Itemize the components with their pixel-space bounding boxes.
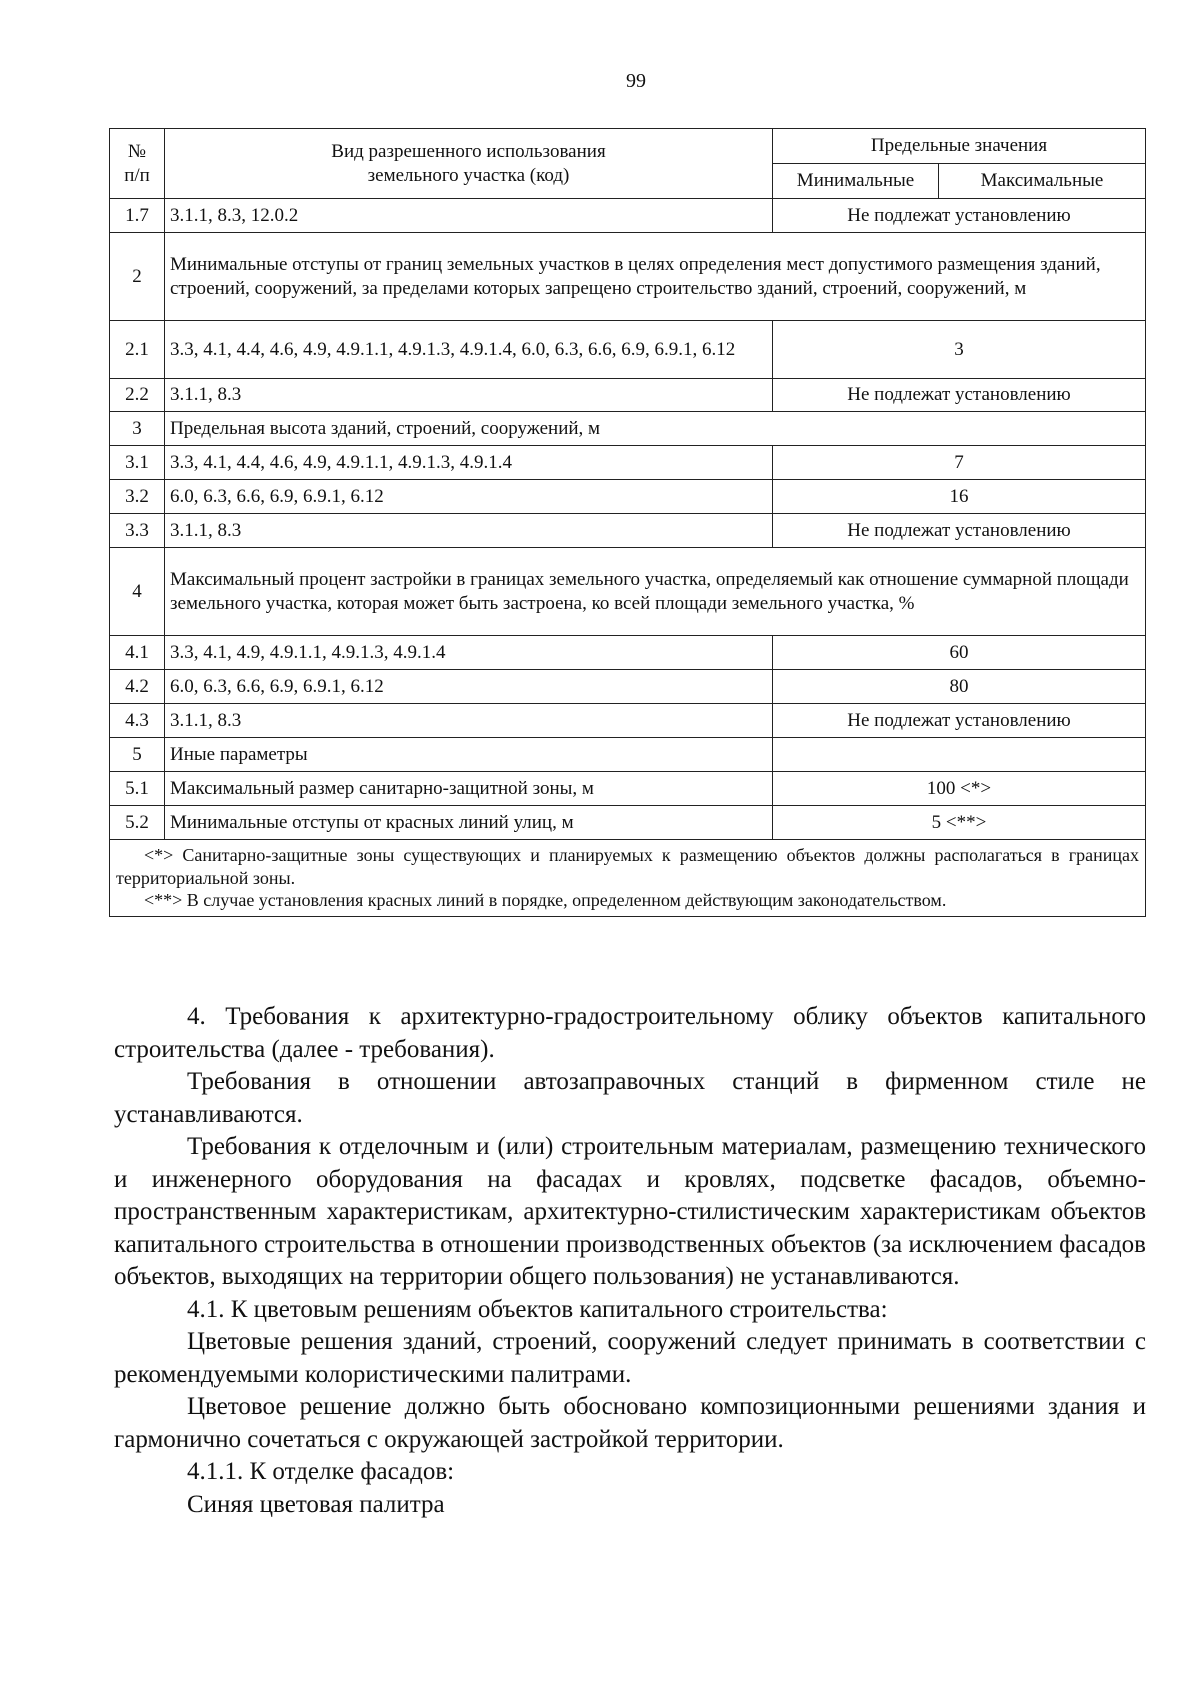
row-num: 1.7 — [110, 199, 165, 233]
row-value: Не подлежат установлению — [773, 199, 1146, 233]
row-num: 3 — [110, 412, 165, 446]
row-value: 60 — [773, 636, 1146, 670]
paragraph: 4.1.1. К отделке фасадов: — [187, 1458, 455, 1485]
row-num: 2.1 — [110, 321, 165, 379]
table-row — [110, 670, 1146, 704]
row-text: 3.1.1, 8.3 — [165, 379, 773, 412]
header-min-label: Минимальные — [796, 170, 915, 192]
row-num: 4.3 — [110, 704, 165, 738]
row-value — [773, 738, 1146, 772]
row-text: 3.3, 4.1, 4.9, 4.9.1.1, 4.9.1.3, 4.9.1.4 — [165, 636, 773, 670]
header-max — [939, 164, 1146, 199]
header-min — [773, 164, 939, 199]
row-num: 3.2 — [110, 480, 165, 514]
row-num: 5.2 — [110, 806, 165, 840]
page-number: 99 — [626, 70, 646, 92]
row-text: 3.1.1, 8.3 — [165, 704, 773, 738]
table-note: <**> В случае установления красных линий в порядке, определенном действующим законодательством. — [144, 890, 947, 910]
paragraph: Требования в отношении автозаправочных станций в фирменном стиле не устанавливаются. — [114, 1068, 1146, 1128]
row-value: 3 — [773, 321, 1146, 379]
header-num-label: № п/п — [124, 140, 150, 186]
row-section-text: Предельная высота зданий, строений, сооружений, м — [165, 412, 1146, 446]
paragraph: 4.1. К цветовым решениям объектов капитального строительства: — [187, 1295, 888, 1323]
row-num: 4.1 — [110, 636, 165, 670]
table-row — [110, 446, 1146, 480]
row-section-text: Максимальный процент застройки в границах земельного участка, определяемый как отношение суммарной площади земельного участка, которая может быть застроена, ко всей площади земельного участка, % — [165, 548, 1146, 636]
row-value: 100 <*> — [773, 772, 1146, 806]
row-text: 6.0, 6.3, 6.6, 6.9, 6.9.1, 6.12 — [165, 480, 773, 514]
paragraph: Требования к отделочным и (или) строительным материалам, размещению технического и инженерного оборудования на фасадах и кровлях, подсветке фасадов, объемно-пространственным характеристикам, архитектурно-стилистическим характеристикам объектов капитального строительства в отношении производственных объектов (за исключением фасадов объектов, выходящих на территории общего пользования) не устанавливаются. — [114, 1133, 1146, 1290]
row-text: 3.3, 4.1, 4.4, 4.6, 4.9, 4.9.1.1, 4.9.1.3, 4.9.1.4 — [165, 446, 773, 480]
table-row — [110, 806, 1146, 840]
table-row — [110, 321, 1146, 379]
header-num — [110, 129, 165, 199]
document-body — [114, 1001, 1146, 1521]
row-value: Не подлежат установлению — [773, 704, 1146, 738]
table-row — [110, 233, 1146, 321]
paragraph: Цветовое решение должно быть обосновано композиционными решениями здания и гармонично сочетаться с окружающей застройкой территории. — [114, 1393, 1146, 1453]
table-notes-row — [110, 840, 1146, 917]
paragraph: 4. Требования к архитектурно-градостроительному облику объектов капитального строительства (далее - требования). — [114, 1003, 1146, 1063]
row-text: 3.1.1, 8.3, 12.0.2 — [165, 199, 773, 233]
row-text: Максимальный размер санитарно-защитной зоны, м — [165, 772, 773, 806]
table-row — [110, 738, 1146, 772]
table-row — [110, 772, 1146, 806]
row-num: 4.2 — [110, 670, 165, 704]
table-row — [110, 412, 1146, 446]
row-value: 16 — [773, 480, 1146, 514]
row-value: 7 — [773, 446, 1146, 480]
table-row — [110, 514, 1146, 548]
row-num: 5 — [110, 738, 165, 772]
header-type-label: Вид разрешенного использования земельного участка (код) — [331, 140, 606, 186]
paragraph: Цветовые решения зданий, строений, сооружений следует принимать в соответствии с рекомендуемыми колористическими палитрами. — [114, 1328, 1146, 1388]
row-text: 6.0, 6.3, 6.6, 6.9, 6.9.1, 6.12 — [165, 670, 773, 704]
header-limits — [773, 129, 1146, 164]
table-row — [110, 636, 1146, 670]
row-text: Минимальные отступы от красных линий улиц, м — [165, 806, 773, 840]
table-notes — [110, 840, 1146, 917]
row-num: 2 — [110, 233, 165, 321]
row-value: Не подлежат установлению — [773, 514, 1146, 548]
table-row — [110, 199, 1146, 233]
row-num: 5.1 — [110, 772, 165, 806]
table-header-row — [110, 129, 1146, 164]
row-text: 3.1.1, 8.3 — [165, 514, 773, 548]
row-num: 3.3 — [110, 514, 165, 548]
header-max-label: Максимальные — [980, 170, 1104, 192]
paragraph: Синяя цветовая палитра — [187, 1490, 445, 1518]
table-row — [110, 704, 1146, 738]
row-num: 3.1 — [110, 446, 165, 480]
row-num: 2.2 — [110, 379, 165, 412]
row-value: 5 <**> — [773, 806, 1146, 840]
table-note: <*> Санитарно-защитные зоны существующих и планируемых к размещению объектов должны располагаться в границах территориальной зоны. — [116, 845, 1139, 888]
header-type — [165, 129, 773, 199]
row-value: 80 — [773, 670, 1146, 704]
header-limits-label: Предельные значения — [870, 135, 1048, 157]
row-text: 3.3, 4.1, 4.4, 4.6, 4.9, 4.9.1.1, 4.9.1.3, 4.9.1.4, 6.0, 6.3, 6.6, 6.9, 6.9.1, 6.12 — [165, 321, 773, 379]
row-value: Не подлежат установлению — [773, 379, 1146, 412]
table-row — [110, 480, 1146, 514]
row-text: Иные параметры — [165, 738, 773, 772]
table-row — [110, 379, 1146, 412]
regulations-table — [109, 128, 1146, 917]
row-num: 4 — [110, 548, 165, 636]
table-row — [110, 548, 1146, 636]
row-section-text: Минимальные отступы от границ земельных участков в целях определения мест допустимого размещения зданий, строений, сооружений, за пределами которых запрещено строительство зданий, строений, сооружений, м — [165, 233, 1146, 321]
